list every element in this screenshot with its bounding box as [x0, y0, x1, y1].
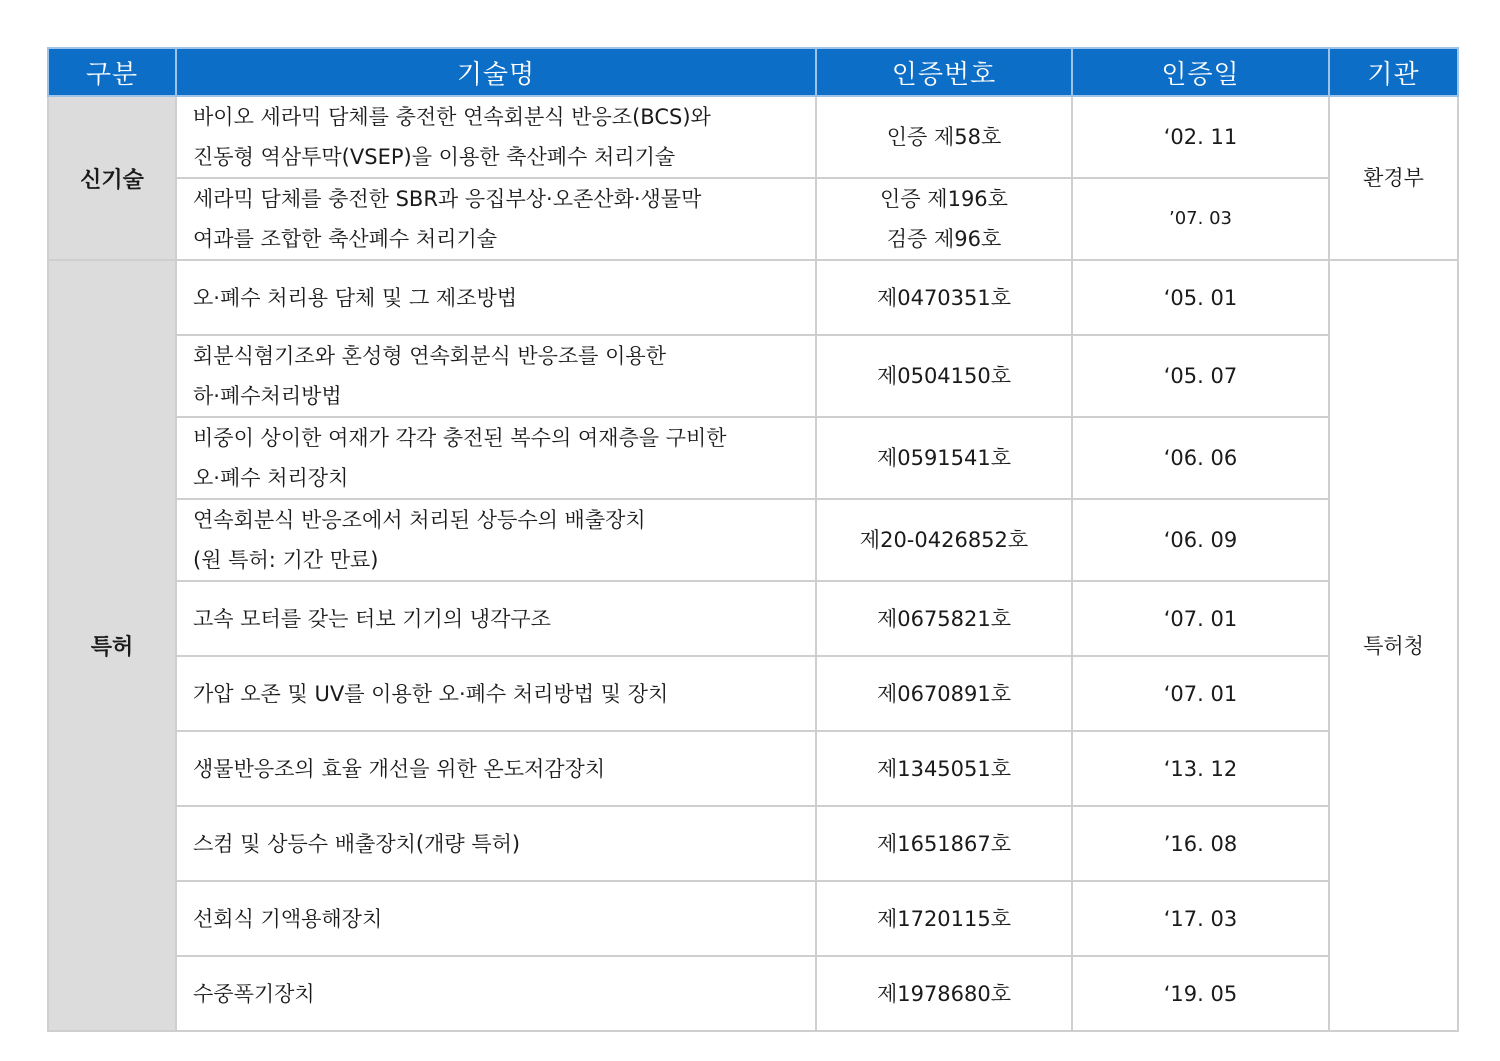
tech-name-cell: [176, 499, 816, 581]
tech-name-line: 고속 모터를 갖는 터보 기기의 냉각구조: [193, 606, 551, 631]
table-row: [48, 260, 1458, 335]
cert-number-cell: 제1651867호: [816, 806, 1072, 881]
table-row: [48, 656, 1458, 731]
cert-number-cell: 제1720115호: [816, 881, 1072, 956]
tech-name-cell: [176, 956, 816, 1031]
table-row: [48, 881, 1458, 956]
agency-new-tech: 환경부: [1329, 96, 1458, 260]
tech-name-line: 바이오 세라믹 담체를 충전한 연속회분식 반응조(BCS)와: [193, 105, 711, 129]
tech-name-cell: [176, 417, 816, 499]
tech-name-cell: [176, 96, 816, 178]
cert-number: 인증 제58호: [886, 125, 1002, 149]
category-new-tech: 신기술: [48, 96, 176, 260]
cert-number-cell: 제1345051호: [816, 731, 1072, 806]
tech-name-line: 생물반응조의 효율 개선을 위한 온도저감장치: [193, 756, 606, 781]
tech-name-line: 비중이 상이한 여재가 각각 충전된 복수의 여재층을 구비한: [193, 426, 727, 450]
table-row: [48, 731, 1458, 806]
table-row: [48, 178, 1458, 260]
header-cert-no: 인증번호: [816, 48, 1072, 96]
tech-name-line: 연속회분식 반응조에서 처리된 상등수의 배출장치: [193, 508, 646, 532]
table-row: [48, 417, 1458, 499]
tech-name-line: 선회식 기액용해장치: [193, 906, 383, 931]
cert-date-cell: ‘07. 01: [1072, 656, 1329, 731]
header-row: [48, 48, 1458, 96]
header-tech-name: 기술명: [176, 48, 816, 96]
tech-name-line: 세라믹 담체를 충전한 SBR과 응집부상·오존산화·생물막: [193, 187, 702, 211]
tech-name-line: 회분식혐기조와 혼성형 연속회분식 반응조를 이용한: [193, 344, 666, 368]
cert-date-cell: ‘06. 09: [1072, 499, 1329, 581]
table-row: [48, 956, 1458, 1031]
tech-name-line: 오·폐수 처리장치: [193, 466, 349, 490]
tech-name-cell: [176, 581, 816, 656]
cert-date-cell: ’07. 03: [1072, 178, 1329, 260]
verification-number: 검증 제96호: [886, 227, 1002, 251]
table-row: [48, 96, 1458, 178]
header-cert-date: 인증일: [1072, 48, 1329, 96]
cert-date-cell: ‘17. 03: [1072, 881, 1329, 956]
cert-number-cell: [816, 96, 1072, 178]
cert-number-cell: 제0675821호: [816, 581, 1072, 656]
cert-number-cell: [816, 178, 1072, 260]
category-patent: 특허: [48, 260, 176, 1031]
certification-table: [47, 47, 1459, 1032]
tech-name-line: 스컴 및 상등수 배출장치(개량 특허): [193, 831, 521, 856]
table-row: [48, 806, 1458, 881]
table-row: [48, 581, 1458, 656]
cert-number-cell: 제1978680호: [816, 956, 1072, 1031]
table-row: [48, 335, 1458, 417]
tech-name-line: 수중폭기장치: [193, 981, 315, 1006]
tech-name-line: 가압 오존 및 UV를 이용한 오·폐수 처리방법 및 장치: [193, 681, 669, 706]
tech-name-cell: [176, 260, 816, 335]
tech-name-cell: [176, 731, 816, 806]
tech-name-cell: [176, 656, 816, 731]
tech-name-line: 오·폐수 처리용 담체 및 그 제조방법: [193, 285, 518, 310]
cert-date-cell: ‘05. 01: [1072, 260, 1329, 335]
header-category: 구분: [48, 48, 176, 96]
cert-number-cell: 제0504150호: [816, 335, 1072, 417]
cert-number-cell: 제20-0426852호: [816, 499, 1072, 581]
tech-name-line: (원 특허: 기간 만료): [193, 548, 379, 572]
cert-date-cell: ‘19. 05: [1072, 956, 1329, 1031]
cert-number-cell: 제0670891호: [816, 656, 1072, 731]
header-agency: 기관: [1329, 48, 1458, 96]
cert-date-cell: ‘06. 06: [1072, 417, 1329, 499]
cert-date-cell: ’16. 08: [1072, 806, 1329, 881]
cert-date-cell: ‘07. 01: [1072, 581, 1329, 656]
cert-date-cell: ‘02. 11: [1072, 96, 1329, 178]
tech-name-cell: [176, 178, 816, 260]
table-row: [48, 499, 1458, 581]
tech-name-cell: [176, 881, 816, 956]
tech-name-line: 여과를 조합한 축산폐수 처리기술: [193, 227, 498, 251]
tech-name-line: 진동형 역삼투막(VSEP)을 이용한 축산폐수 처리기술: [193, 145, 676, 169]
cert-date-cell: ‘05. 07: [1072, 335, 1329, 417]
agency-patent: 특허청: [1329, 260, 1458, 1031]
tech-name-cell: [176, 806, 816, 881]
tech-name-cell: [176, 335, 816, 417]
cert-number-cell: 제0470351호: [816, 260, 1072, 335]
cert-date-cell: ‘13. 12: [1072, 731, 1329, 806]
tech-name-line: 하·폐수처리방법: [193, 384, 342, 408]
cert-number-cell: 제0591541호: [816, 417, 1072, 499]
cert-number: 인증 제196호: [880, 187, 1008, 211]
